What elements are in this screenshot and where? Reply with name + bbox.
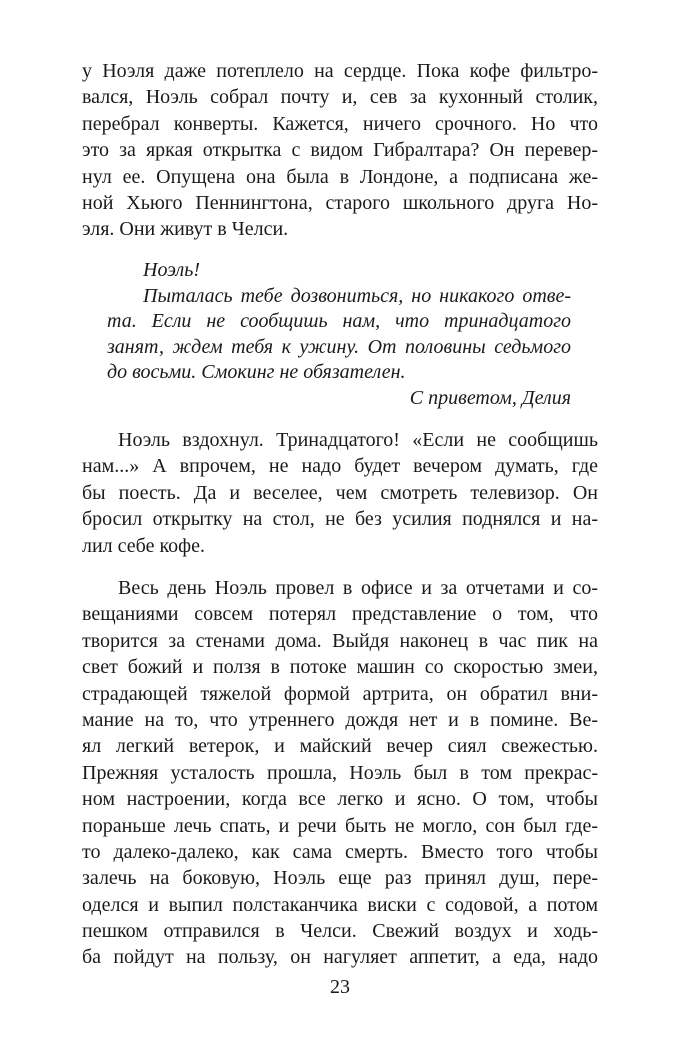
text-line: оделся и выпил полстаканчика виски с содовой, а потом	[82, 893, 598, 916]
paragraph-3	[82, 575, 598, 971]
text-line: мание на то, что утреннего дождя нет и в помине. Ве-	[82, 708, 598, 731]
text-line: залечь на боковую, Ноэль еще раз принял душ, пере-	[82, 867, 598, 890]
text-line: ял легкий ветерок, и майский вечер сиял свежестью.	[82, 735, 598, 758]
text-line: то далеко-далеко, как сама смерть. Вместо того чтобы	[82, 840, 598, 863]
page-number: 23	[330, 976, 350, 998]
letter-line: та. Если не сообщишь нам, что тринадцатого	[107, 310, 571, 333]
paragraph-1	[82, 58, 598, 243]
paragraph-2	[82, 427, 598, 559]
letter-line: до восьми. Смокинг не обязателен.	[107, 361, 406, 384]
text-line: ном настроении, когда все легко и ясно. О том, чтобы	[82, 788, 598, 811]
text-line: пешком отправился в Челси. Свежий воздух и ходь-	[82, 920, 598, 943]
text-line: у Ноэля даже потеплело на сердце. Пока кофе фильтро-	[82, 60, 598, 82]
text-line: пораньше лечь спать, и речи быть не могло, сон был где-	[82, 814, 598, 837]
text-line: ба пойдут на пользу, он нагуляет аппетит, а еда, надо	[82, 946, 598, 969]
text-line: творится за стенами дома. Выйдя наконец в час пик на	[82, 629, 598, 652]
text-line: это за яркая открытка с видом Гибралтара? Он перевер-	[82, 139, 598, 162]
text-line: бросил открытку на стол, не без усилия поднялся и на-	[82, 508, 598, 531]
text-line: вещаниями совсем потерял представление о том, что	[82, 603, 598, 626]
letter-block	[107, 258, 571, 412]
text-line: Прежняя усталость прошла, Ноэль был в том прекрас-	[82, 761, 598, 784]
text-line: лил себе кофе.	[82, 534, 205, 557]
text-line: ной Хьюго Пеннингтона, старого школьного друга Но-	[82, 191, 598, 214]
letter-line: Пыталась тебе дозвониться, но никакого отве-	[143, 284, 571, 307]
text-line: нам...» А впрочем, не надо будет вечером думать, где	[82, 455, 598, 478]
text-line: Весь день Ноэль провел в офисе и за отчетами и со-	[118, 577, 598, 599]
text-line: вался, Ноэль собрал почту и, сев за кухонный столик,	[82, 86, 598, 109]
text-line: страдающей тяжелой формой артрита, он обратил вни-	[82, 682, 598, 705]
letter-signature: С приветом, Делия	[409, 386, 571, 409]
text-line: перебрал конверты. Кажется, ничего срочного. Но что	[82, 112, 598, 135]
text-line: Ноэль вздохнул. Тринадцатого! «Если не сообщишь	[118, 429, 598, 451]
text-line: бы поесть. Да и веселее, чем смотреть телевизор. Он	[82, 481, 598, 504]
letter-line: занят, ждем тебя к ужину. От половины седьмого	[107, 335, 571, 358]
letter-salutation: Ноэль!	[143, 259, 200, 281]
text-line: нул ее. Опущена она была в Лондоне, а подписана же-	[82, 165, 598, 188]
text-line: свет божий и ползя в потоке машин со скоростью змеи,	[82, 656, 598, 679]
text-line: эля. Они живут в Челси.	[82, 218, 289, 241]
